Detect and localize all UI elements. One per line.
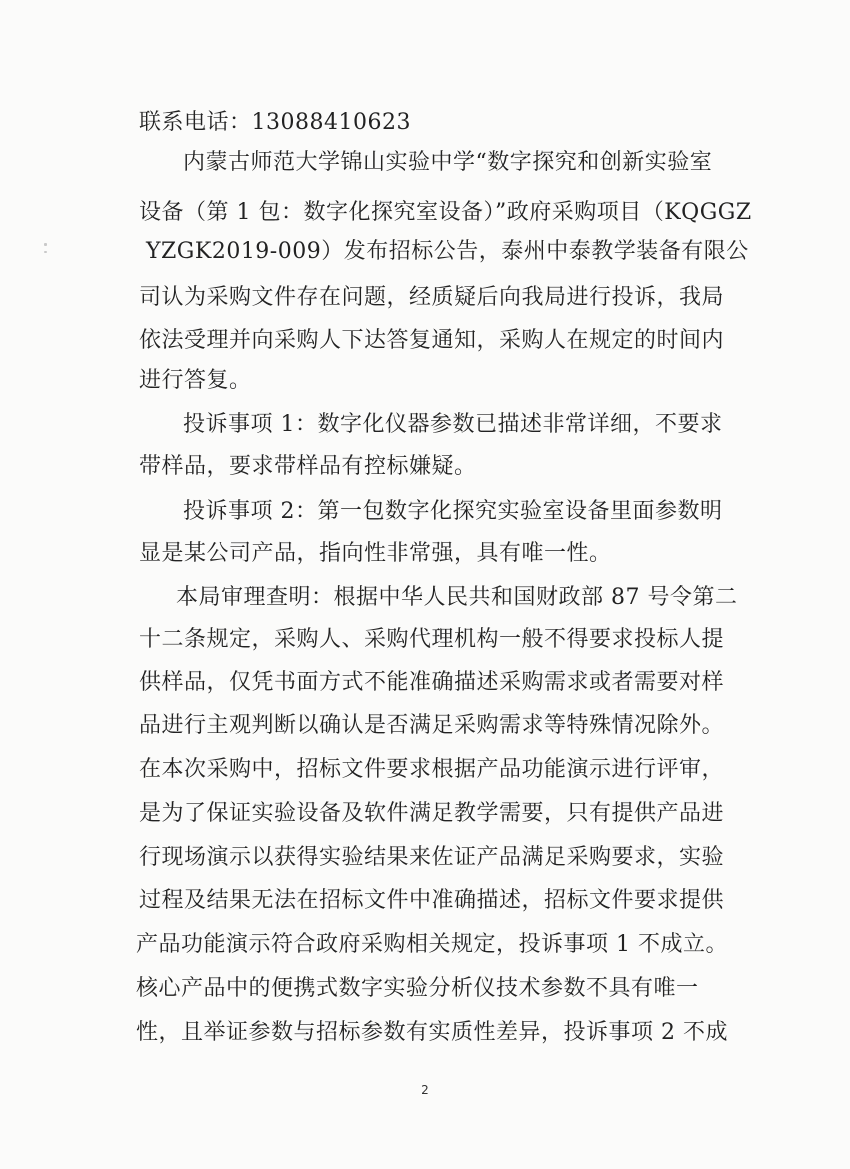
finding-line-6 — [0, 799, 850, 829]
text-line: 十二条规定，采购人、采购代理机构一般不得要求投标人提 — [139, 627, 725, 652]
paragraph-1-line-2 — [0, 198, 850, 228]
text-line: 品进行主观判断以确认是否满足采购需求等特殊情况除外。 — [139, 713, 725, 738]
paragraph-1-line-3 — [0, 237, 850, 267]
text-line: 显是某公司产品，指向性非常强，具有唯一性。 — [139, 541, 612, 566]
finding-line-10 — [0, 974, 850, 1004]
finding-line-8 — [0, 886, 850, 916]
text-line: 本局审理查明：根据中华人民共和国财政部 87 号令第二 — [176, 585, 738, 610]
text-line: YZGK2019-009）发布招标公告，泰州中泰教学装备有限公 — [146, 239, 749, 264]
text-line: 在本次采购中，招标文件要求根据产品功能演示进行评审， — [139, 757, 725, 782]
paragraph-1-line-4 — [0, 283, 850, 313]
finding-line-3 — [0, 668, 850, 698]
page-number: 2 — [421, 1083, 429, 1097]
paragraph-1-line-5 — [0, 326, 850, 356]
paragraph-1-line-1 — [0, 148, 850, 178]
text-line: 司认为采购文件存在问题，经质疑后向我局进行投诉，我局 — [139, 285, 725, 310]
finding-line-1 — [0, 583, 850, 613]
text-line: 设备（第 1 包：数字化探究室设备）”政府采购项目（KQGGZ — [139, 200, 752, 225]
text-line: 性，且举证参数与招标参数有实质性差异，投诉事项 2 不成 — [136, 1020, 728, 1045]
text-line: 是为了保证实验设备及软件满足教学需要，只有提供产品进 — [139, 801, 725, 826]
complaint-1-line-1 — [0, 410, 850, 440]
finding-line-9 — [0, 930, 850, 960]
finding-line-7 — [0, 843, 850, 873]
text-line: 依法受理并向采购人下达答复通知，采购人在规定的时间内 — [139, 328, 725, 353]
complaint-1-line-2 — [0, 452, 850, 482]
text-line: 行现场演示以获得实验结果来佐证产品满足采购要求，实验 — [139, 845, 725, 870]
text-line: 投诉事项 2：第一包数字化探究实验室设备里面参数明 — [183, 499, 723, 524]
text-line: 进行答复。 — [139, 368, 252, 393]
text-line: 产品功能演示符合政府采购相关规定，投诉事项 1 不成立。 — [136, 932, 728, 957]
text-line: 带样品，要求带样品有控标嫌疑。 — [139, 454, 477, 479]
text-line: 核心产品中的便携式数字实验分析仪技术参数不具有唯一 — [136, 976, 699, 1001]
text-line: 过程及结果无法在招标文件中准确描述，招标文件要求提供 — [139, 888, 725, 913]
scan-dot-mark — [44, 251, 47, 253]
text-line: 联系电话：13088410623 — [139, 110, 411, 135]
finding-line-5 — [0, 755, 850, 785]
finding-line-4 — [0, 711, 850, 741]
text-line: 投诉事项 1：数字化仪器参数已描述非常详细，不要求 — [183, 412, 723, 437]
scan-dot-mark — [44, 243, 47, 246]
text-line: 内蒙古师范大学锦山实验中学“数字探究和创新实验室 — [183, 150, 713, 175]
text-line: 供样品，仅凭书面方式不能准确描述采购需求或者需要对样 — [139, 670, 725, 695]
finding-line-11 — [0, 1018, 850, 1048]
contact-phone-line — [0, 108, 850, 138]
paragraph-1-line-6 — [0, 366, 850, 396]
complaint-2-line-2 — [0, 539, 850, 569]
complaint-2-line-1 — [0, 497, 850, 527]
finding-line-2 — [0, 625, 850, 655]
